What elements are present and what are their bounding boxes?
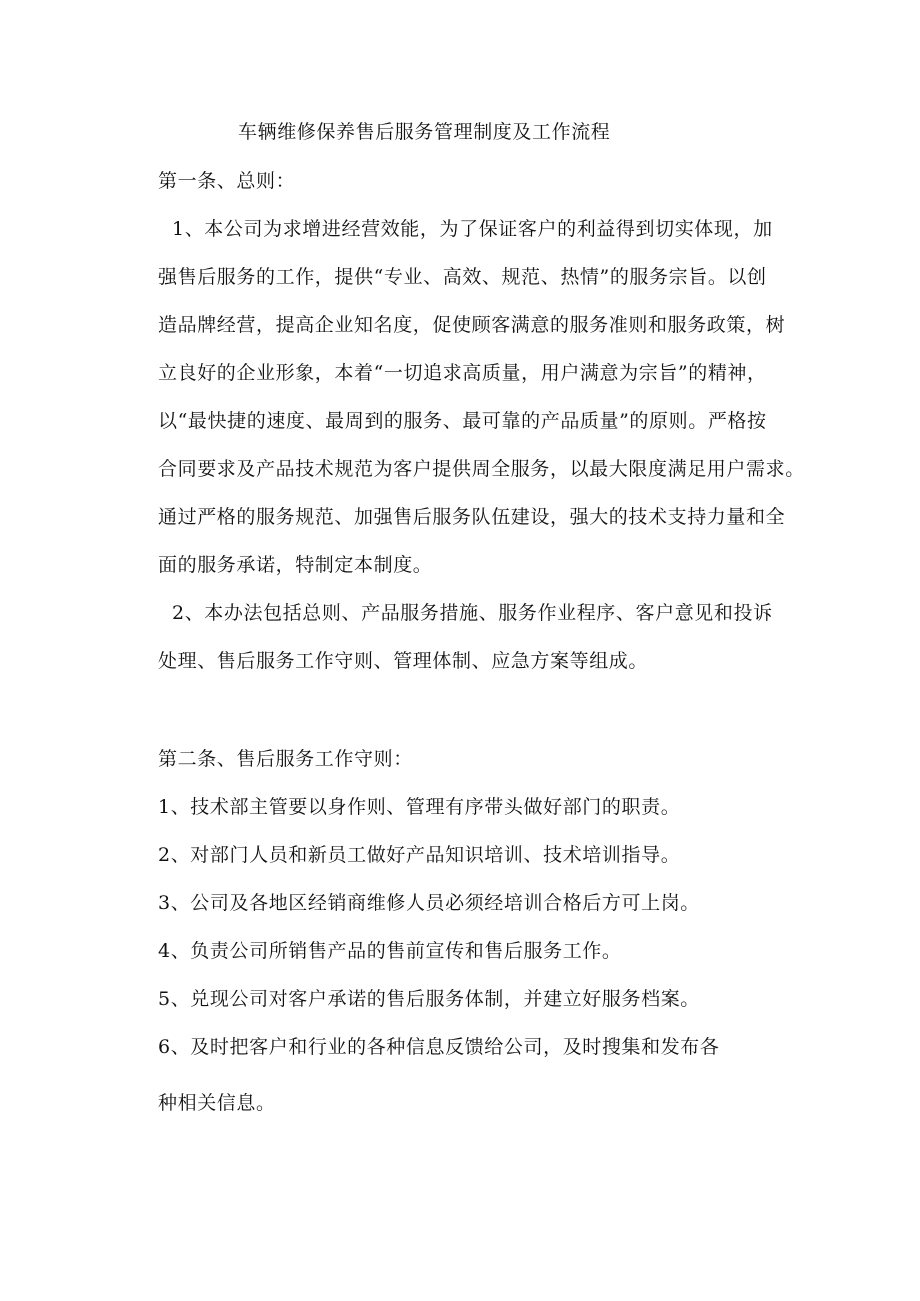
list-item: 6、及时把客户和行业的各种信息反馈给公司，及时搜集和发布各 — [158, 1036, 720, 1058]
section-1-heading: 第一条、总则： — [158, 170, 296, 192]
paragraph-line: 通过严格的服务规范、加强售后服务队伍建设，强大的技术支持力量和全 — [158, 506, 786, 528]
paragraph-line: 立良好的企业形象，本着“一切追求高质量，用户满意为宗旨”的精神， — [158, 362, 767, 384]
list-item: 5、兑现公司对客户承诺的售后服务体制，并建立好服务档案。 — [158, 988, 700, 1010]
paragraph-line: 造品牌经营，提高企业知名度，促使顾客满意的服务准则和服务政策，树 — [158, 314, 786, 336]
paragraph-line: 处理、售后服务工作守则、管理体制、应急方案等组成。 — [158, 650, 649, 672]
document-title: 车辆维修保养售后服务管理制度及工作流程 — [238, 121, 611, 143]
paragraph-line: 合同要求及产品技术规范为客户提供周全服务，以最大限度满足用户需求。 — [158, 458, 805, 480]
list-item: 4、负责公司所销售产品的售前宣传和售后服务工作。 — [158, 940, 622, 962]
paragraph-line: 1、本公司为求增进经营效能，为了保证客户的利益得到切实体现，加 — [172, 218, 773, 240]
section-2-heading: 第二条、售后服务工作守则： — [158, 748, 413, 770]
paragraph-line: 强售后服务的工作，提供“专业、高效、规范、热情”的服务宗旨。以创 — [158, 266, 767, 288]
list-item: 2、对部门人员和新员工做好产品知识培训、技术培训指导。 — [158, 844, 681, 866]
list-item: 3、公司及各地区经销商维修人员必须经培训合格后方可上岗。 — [158, 892, 700, 914]
paragraph-line: 以“最快捷的速度、最周到的服务、最可靠的产品质量”的原则。严格按 — [158, 410, 767, 432]
paragraph-line: 面的服务承诺，特制定本制度。 — [158, 554, 433, 576]
list-item-continuation: 种相关信息。 — [158, 1092, 276, 1114]
list-item: 1、技术部主管要以身作则、管理有序带头做好部门的职责。 — [158, 796, 681, 818]
paragraph-line: 2、本办法包括总则、产品服务措施、服务作业程序、客户意见和投诉 — [172, 602, 773, 624]
